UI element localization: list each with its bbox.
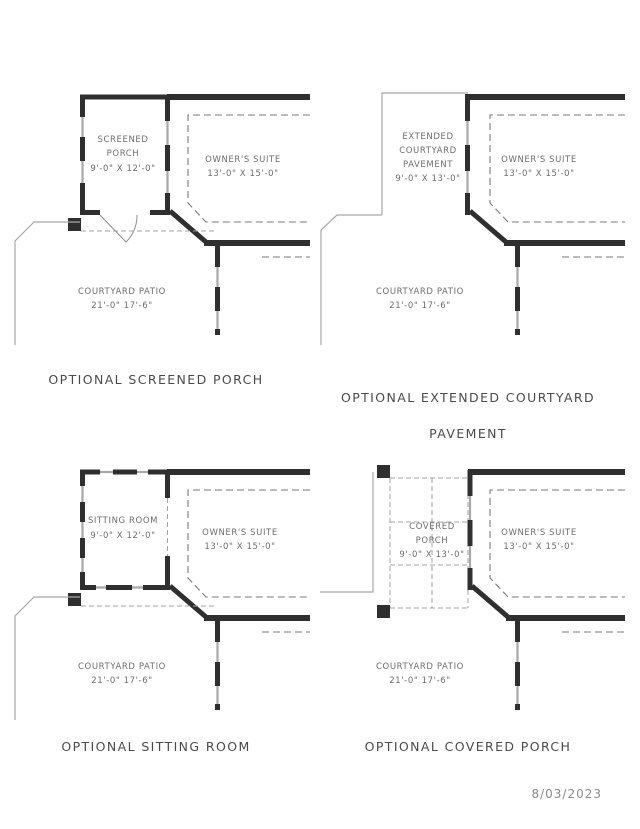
- svg-text:COURTYARD: COURTYARD: [399, 146, 457, 156]
- courtyard-patio-outline: [15, 222, 80, 345]
- room-label: [90, 135, 155, 174]
- door-swing-arc: [100, 215, 137, 242]
- porch-post-top: [377, 465, 390, 478]
- svg-text:COURTYARD PATIO: COURTYARD PATIO: [376, 287, 464, 297]
- corner-post: [68, 218, 81, 231]
- svg-text:SITTING ROOM: SITTING ROOM: [87, 516, 159, 526]
- plan-sitting-room: [10, 460, 310, 720]
- patio-label: [376, 287, 464, 311]
- caption-covered-porch: OPTIONAL COVERED PORCH: [364, 739, 572, 754]
- svg-text:13'-0" X 15'-0": 13'-0" X 15'-0": [204, 542, 276, 552]
- sitting-room-walls: [80, 470, 170, 590]
- svg-text:COVERED: COVERED: [409, 522, 455, 532]
- svg-text:PORCH: PORCH: [415, 536, 449, 546]
- caption-screened-porch: OPTIONAL SCREENED PORCH: [48, 372, 264, 387]
- lower-window-wall: [518, 246, 626, 335]
- lower-window-wall: [218, 621, 311, 710]
- owners-suite-label: [205, 155, 281, 179]
- porch-post-bottom: [377, 605, 390, 618]
- room-label: [399, 522, 464, 560]
- patio-label: [376, 662, 464, 686]
- caption-sitting-room: OPTIONAL SITTING ROOM: [61, 739, 251, 754]
- caption-line-2: PAVEMENT: [429, 426, 507, 442]
- svg-text:PORCH: PORCH: [106, 149, 140, 159]
- lower-window-wall: [218, 246, 311, 335]
- date-stamp: 8/03/2023: [531, 787, 602, 801]
- svg-text:OWNER'S SUITE: OWNER'S SUITE: [205, 155, 281, 165]
- svg-text:COURTYARD PATIO: COURTYARD PATIO: [78, 287, 166, 297]
- patio-label: [78, 287, 166, 311]
- svg-text:21'-0" 17'-6": 21'-0" 17'-6": [389, 676, 451, 686]
- owners-suite-label: [501, 155, 577, 179]
- svg-text:9'-0" X 13'-0": 9'-0" X 13'-0": [395, 174, 461, 184]
- svg-text:9'-0" X 12'-0": 9'-0" X 12'-0": [90, 531, 156, 541]
- svg-text:SCREENED: SCREENED: [97, 135, 149, 145]
- corner-post: [68, 593, 81, 606]
- owners-suite-label: [202, 528, 278, 552]
- svg-text:21'-0" 17'-6": 21'-0" 17'-6": [91, 301, 153, 311]
- courtyard-patio-outline: [15, 597, 80, 720]
- room-label: [88, 516, 158, 541]
- svg-text:OWNER'S SUITE: OWNER'S SUITE: [202, 528, 278, 538]
- svg-text:OWNER'S SUITE: OWNER'S SUITE: [501, 155, 577, 165]
- svg-text:13'-0" X 15'-0": 13'-0" X 15'-0": [207, 169, 279, 179]
- courtyard-patio-outline: [321, 215, 382, 345]
- room-label: [395, 132, 460, 184]
- plan-extended-courtyard: [320, 85, 625, 345]
- svg-text:21'-0" 17'-6": 21'-0" 17'-6": [389, 301, 451, 311]
- owners-suite-label: [501, 528, 577, 552]
- svg-text:9'-0" X 12'-0": 9'-0" X 12'-0": [90, 164, 156, 174]
- caption-line-1: OPTIONAL EXTENDED COURTYARD: [340, 390, 596, 406]
- plan-covered-porch: [320, 460, 625, 720]
- caption-extended-courtyard: [320, 371, 616, 462]
- svg-text:13'-0" X 15'-0": 13'-0" X 15'-0": [503, 169, 575, 179]
- svg-text:EXTENDED: EXTENDED: [402, 132, 454, 142]
- svg-text:21'-0" 17'-6": 21'-0" 17'-6": [91, 676, 153, 686]
- svg-text:9'-0" X 13'-0": 9'-0" X 13'-0": [399, 550, 465, 560]
- svg-text:OWNER'S SUITE: OWNER'S SUITE: [501, 528, 577, 538]
- adjacent-structure-outline: [320, 472, 373, 592]
- svg-text:COURTYARD PATIO: COURTYARD PATIO: [376, 662, 464, 672]
- patio-label: [78, 662, 166, 686]
- svg-text:13'-0" X 15'-0": 13'-0" X 15'-0": [503, 542, 575, 552]
- lower-window-wall: [518, 621, 626, 710]
- plan-screened-porch: [10, 85, 310, 345]
- svg-text:COURTYARD PATIO: COURTYARD PATIO: [78, 662, 166, 672]
- svg-text:PAVEMENT: PAVEMENT: [402, 160, 454, 170]
